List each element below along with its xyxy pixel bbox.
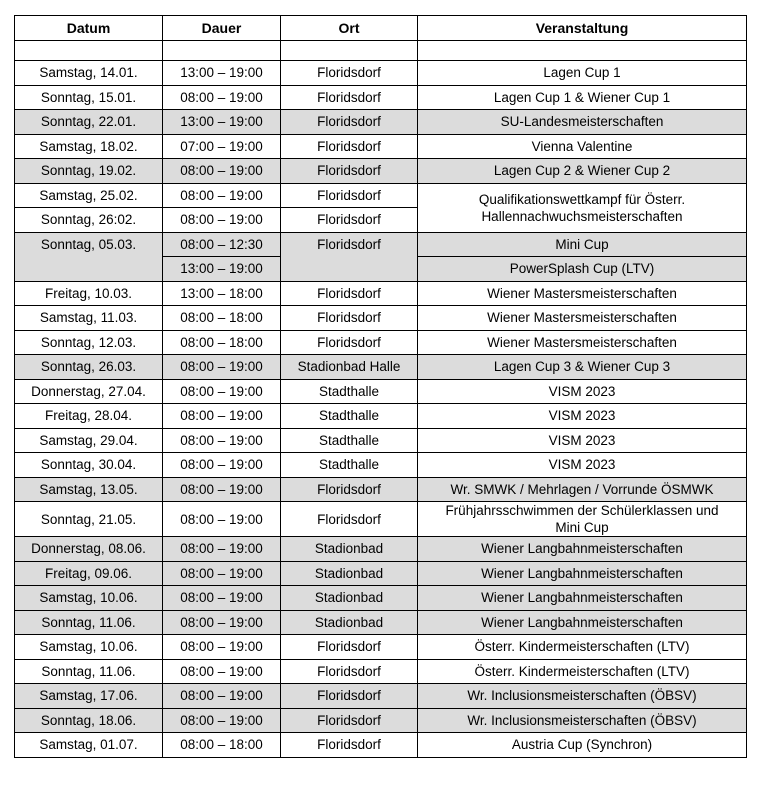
veranstaltung-cell: Österr. Kindermeisterschaften (LTV)	[418, 635, 747, 660]
table-row	[15, 684, 747, 709]
table-row	[15, 404, 747, 429]
veranstaltung-cell: Österr. Kindermeisterschaften (LTV)	[418, 659, 747, 684]
ort-cell: Floridsdorf	[281, 659, 418, 684]
veranstaltung-cell: VISM 2023	[418, 453, 747, 478]
table-row	[15, 586, 747, 611]
ort-cell: Floridsdorf	[281, 208, 418, 233]
datum-cell: Samstag, 13.05.	[15, 477, 163, 502]
dauer-cell: 08:00 – 19:00	[163, 502, 281, 537]
veranstaltung-line: Frühjahrsschwimmen der Schülerklassen und	[445, 503, 719, 518]
dauer-cell: 08:00 – 19:00	[163, 183, 281, 208]
veranstaltung-cell: SU-Landesmeisterschaften	[418, 110, 747, 135]
veranstaltung-cell: Vienna Valentine	[418, 134, 747, 159]
schedule-table	[14, 15, 747, 758]
ort-cell: Stadthalle	[281, 428, 418, 453]
veranstaltung-cell: Austria Cup (Synchron)	[418, 733, 747, 758]
dauer-cell: 13:00 – 18:00	[163, 281, 281, 306]
datum-cell: Donnerstag, 27.04.	[15, 379, 163, 404]
header-row	[15, 16, 747, 41]
ort-cell: Floridsdorf	[281, 183, 418, 208]
table-row	[15, 330, 747, 355]
datum-cell: Sonntag, 18.06.	[15, 708, 163, 733]
dauer-cell: 08:00 – 19:00	[163, 428, 281, 453]
datum-cell: Samstag, 10.06.	[15, 635, 163, 660]
veranstaltung-cell: Wiener Langbahnmeisterschaften	[418, 610, 747, 635]
dauer-cell: 08:00 – 18:00	[163, 733, 281, 758]
table-row	[15, 610, 747, 635]
datum-cell: Samstag, 17.06.	[15, 684, 163, 709]
dauer-cell: 08:00 – 19:00	[163, 355, 281, 380]
table-row	[15, 61, 747, 86]
blank-row	[15, 41, 747, 61]
table-row	[15, 659, 747, 684]
table-row	[15, 379, 747, 404]
table-row	[15, 453, 747, 478]
ort-cell: Stadthalle	[281, 453, 418, 478]
veranstaltung-cell: Lagen Cup 1	[418, 61, 747, 86]
ort-cell: Floridsdorf	[281, 306, 418, 331]
dauer-cell: 08:00 – 19:00	[163, 208, 281, 233]
veranstaltung-cell: Lagen Cup 3 & Wiener Cup 3	[418, 355, 747, 380]
table-row	[15, 85, 747, 110]
dauer-cell: 08:00 – 19:00	[163, 477, 281, 502]
dauer-cell: 13:00 – 19:00	[163, 61, 281, 86]
ort-cell: Stadionbad	[281, 610, 418, 635]
dauer-cell: 08:00 – 19:00	[163, 404, 281, 429]
dauer-cell: 08:00 – 19:00	[163, 684, 281, 709]
ort-cell: Floridsdorf	[281, 635, 418, 660]
table-row	[15, 110, 747, 135]
ort-cell: Floridsdorf	[281, 330, 418, 355]
dauer-cell: 08:00 – 19:00	[163, 85, 281, 110]
datum-cell: Sonntag, 05.03.	[15, 232, 163, 281]
veranstaltung-cell: Wiener Mastersmeisterschaften	[418, 306, 747, 331]
veranstaltung-cell: PowerSplash Cup (LTV)	[418, 257, 747, 282]
veranstaltung-cell: Wr. Inclusionsmeisterschaften (ÖBSV)	[418, 684, 747, 709]
veranstaltung-cell: Wiener Mastersmeisterschaften	[418, 330, 747, 355]
dauer-cell: 08:00 – 19:00	[163, 379, 281, 404]
datum-cell: Samstag, 25.02.	[15, 183, 163, 208]
veranstaltung-cell: Wr. Inclusionsmeisterschaften (ÖBSV)	[418, 708, 747, 733]
header-ort: Ort	[281, 16, 418, 41]
dauer-cell: 08:00 – 19:00	[163, 586, 281, 611]
datum-cell: Sonntag, 30.04.	[15, 453, 163, 478]
veranstaltung-cell: VISM 2023	[418, 404, 747, 429]
dauer-cell: 08:00 – 18:00	[163, 330, 281, 355]
veranstaltung-cell: Mini Cup	[418, 232, 747, 257]
veranstaltung-cell: Wiener Langbahnmeisterschaften	[418, 561, 747, 586]
table-row	[15, 733, 747, 758]
veranstaltung-merged-cell	[418, 183, 747, 232]
ort-cell: Stadionbad	[281, 586, 418, 611]
datum-cell: Sonntag, 19.02.	[15, 159, 163, 184]
veranstaltung-cell: Wiener Mastersmeisterschaften	[418, 281, 747, 306]
ort-cell: Floridsdorf	[281, 502, 418, 537]
datum-cell: Freitag, 28.04.	[15, 404, 163, 429]
veranstaltung-cell	[418, 502, 747, 537]
table-row	[15, 355, 747, 380]
ort-cell: Stadthalle	[281, 404, 418, 429]
table-row	[15, 537, 747, 562]
datum-cell: Sonntag, 11.06.	[15, 610, 163, 635]
datum-cell: Samstag, 18.02.	[15, 134, 163, 159]
veranstaltung-cell: VISM 2023	[418, 428, 747, 453]
veranstaltung-cell: VISM 2023	[418, 379, 747, 404]
table-row	[15, 281, 747, 306]
table-row	[15, 183, 747, 208]
dauer-cell: 13:00 – 19:00	[163, 257, 281, 282]
datum-cell: Sonntag, 22.01.	[15, 110, 163, 135]
ort-cell: Floridsdorf	[281, 708, 418, 733]
dauer-cell: 08:00 – 19:00	[163, 635, 281, 660]
header-datum: Datum	[15, 16, 163, 41]
datum-cell: Samstag, 14.01.	[15, 61, 163, 86]
datum-cell: Sonntag, 21.05.	[15, 502, 163, 537]
ort-cell: Stadthalle	[281, 379, 418, 404]
ort-cell: Stadionbad Halle	[281, 355, 418, 380]
datum-cell: Samstag, 29.04.	[15, 428, 163, 453]
table-row	[15, 561, 747, 586]
datum-cell: Samstag, 01.07.	[15, 733, 163, 758]
datum-cell: Sonntag, 11.06.	[15, 659, 163, 684]
table-row	[15, 232, 747, 257]
dauer-cell: 08:00 – 19:00	[163, 561, 281, 586]
ort-cell: Floridsdorf	[281, 232, 418, 281]
dauer-cell: 08:00 – 19:00	[163, 159, 281, 184]
datum-cell: Freitag, 09.06.	[15, 561, 163, 586]
datum-cell: Sonntag, 26:02.	[15, 208, 163, 233]
ort-cell: Stadionbad	[281, 537, 418, 562]
datum-cell: Donnerstag, 08.06.	[15, 537, 163, 562]
ort-cell: Floridsdorf	[281, 134, 418, 159]
ort-cell: Stadionbad	[281, 561, 418, 586]
veranstaltung-line: Qualifikationswettkampf für Österr.	[478, 191, 686, 207]
dauer-cell: 13:00 – 19:00	[163, 110, 281, 135]
dauer-cell: 08:00 – 12:30	[163, 232, 281, 257]
veranstaltung-line: Hallennachwuchsmeisterschaften	[481, 208, 683, 224]
table-row	[15, 159, 747, 184]
ort-cell: Floridsdorf	[281, 477, 418, 502]
datum-cell: Samstag, 11.03.	[15, 306, 163, 331]
veranstaltung-line: Mini Cup	[555, 520, 609, 535]
table-row	[15, 635, 747, 660]
dauer-cell: 08:00 – 19:00	[163, 708, 281, 733]
veranstaltung-cell: Wr. SMWK / Mehrlagen / Vorrunde ÖSMWK	[418, 477, 747, 502]
veranstaltung-cell: Lagen Cup 1 & Wiener Cup 1	[418, 85, 747, 110]
dauer-cell: 08:00 – 19:00	[163, 659, 281, 684]
veranstaltung-cell: Wiener Langbahnmeisterschaften	[418, 537, 747, 562]
dauer-cell: 08:00 – 18:00	[163, 306, 281, 331]
table-row	[15, 708, 747, 733]
table-row	[15, 134, 747, 159]
ort-cell: Floridsdorf	[281, 85, 418, 110]
dauer-cell: 07:00 – 19:00	[163, 134, 281, 159]
datum-cell: Freitag, 10.03.	[15, 281, 163, 306]
datum-cell: Sonntag, 15.01.	[15, 85, 163, 110]
dauer-cell: 08:00 – 19:00	[163, 610, 281, 635]
table-row	[15, 502, 747, 537]
ort-cell: Floridsdorf	[281, 733, 418, 758]
datum-cell: Samstag, 10.06.	[15, 586, 163, 611]
ort-cell: Floridsdorf	[281, 61, 418, 86]
header-veranstaltung: Veranstaltung	[418, 16, 747, 41]
table-row	[15, 306, 747, 331]
ort-cell: Floridsdorf	[281, 110, 418, 135]
ort-cell: Floridsdorf	[281, 281, 418, 306]
dauer-cell: 08:00 – 19:00	[163, 453, 281, 478]
header-dauer: Dauer	[163, 16, 281, 41]
ort-cell: Floridsdorf	[281, 159, 418, 184]
ort-cell: Floridsdorf	[281, 684, 418, 709]
dauer-cell: 08:00 – 19:00	[163, 537, 281, 562]
table-row	[15, 477, 747, 502]
veranstaltung-cell: Lagen Cup 2 & Wiener Cup 2	[418, 159, 747, 184]
veranstaltung-cell: Wiener Langbahnmeisterschaften	[418, 586, 747, 611]
table-row	[15, 428, 747, 453]
datum-cell: Sonntag, 12.03.	[15, 330, 163, 355]
datum-cell: Sonntag, 26.03.	[15, 355, 163, 380]
